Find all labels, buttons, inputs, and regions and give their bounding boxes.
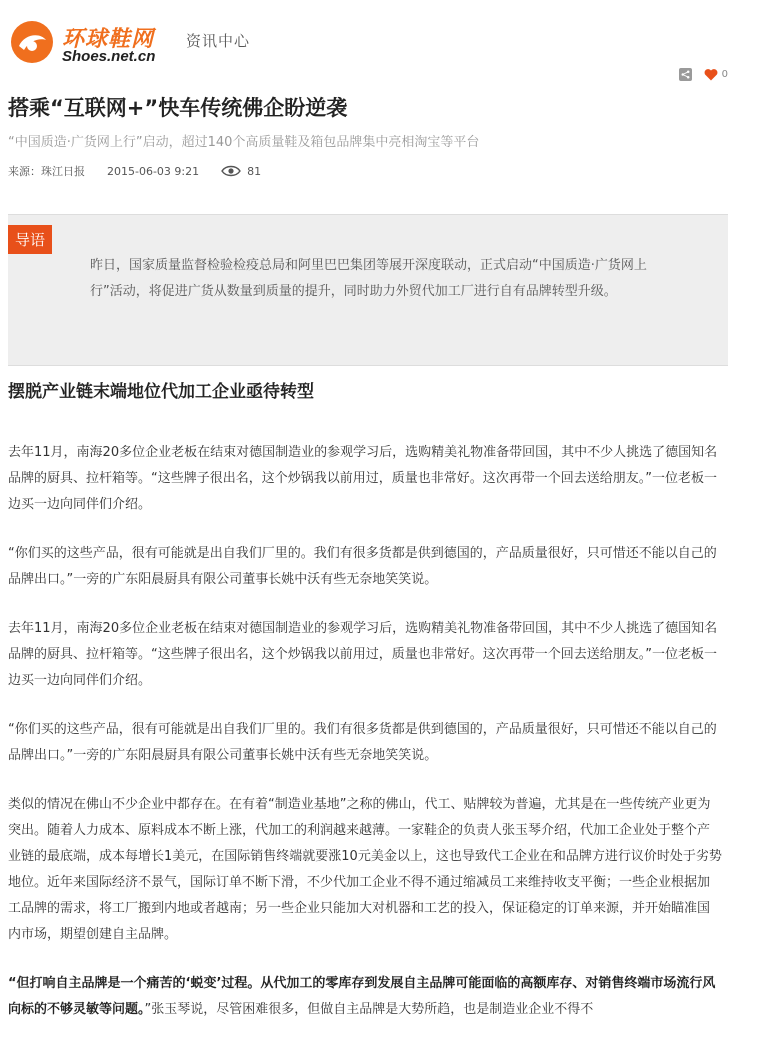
intro-text: 昨日，国家质量监督检验检疫总局和阿里巴巴集团等展开深度联动，正式启动“中国质造·广货网上行”活动，将促进广货从数量到质量的提升，同时助力外贸代加工厂进行自有品牌转型升级。 [90, 258, 647, 299]
like-count: 0 [721, 68, 728, 80]
article-title: 搭乘“互联网+”快车传统佛企盼逆袭 [8, 96, 348, 120]
article-date: 2015-06-03 9:21 [107, 164, 200, 178]
shoes-logo-icon[interactable] [10, 20, 54, 64]
like-button[interactable] [704, 68, 728, 81]
article-paragraph: “你们买的这些产品，很有可能就是出自我们厂里的。我们有很多货都是供到德国的，产品质量很好，只可惜还不能以自己的品牌出口。”一旁的广东阳晨厨具有限公司董事长姚中沃有些无奈地笑笑说。 [8, 722, 717, 763]
view-count: 81 [247, 164, 262, 178]
article-body [8, 440, 722, 1046]
share-icon[interactable] [679, 68, 692, 81]
article-tools [679, 66, 728, 82]
section-heading: 摆脱产业链末端地位代加工企业亟待转型 [8, 382, 314, 402]
section-name: 资讯中心 [186, 32, 251, 50]
heart-icon[interactable] [704, 68, 718, 81]
article-subtitle: “中国质造·广货网上行”启动，超过140个高质量鞋及箱包品牌集中亮相淘宝等平台 [8, 135, 480, 150]
paragraph-lead: “但打响自主品牌是一个痛苦的‘蜕变’过程。从代加工的零库存到发展自主品牌可能面临的高额库存、对销售终端市场流行风向标的不够灵敏等问题。 [8, 976, 716, 1017]
article-paragraph: 类似的情况在佛山不少企业中都存在。在有着“制造业基地”之称的佛山，代工、贴牌较为普遍，尤其是在一些传统产业更为突出。随着人力成本、原料成本不断上涨，代加工的利润越来越薄。一家鞋企的负责人张玉琴介绍，代加工企业处于整个产业链的最底端，成本每增长1美元，在国际销售终端就要涨10元美金以上，这也导致代工企业在和品牌方进行议价时处于劣势地位。近年来国际经济不景气，国际订单不断下滑，不少代加工企业不得不通过缩减员工来维持收支平衡；一些企业根据加工品牌的需求，将工厂搬到内地或者越南；另一些企业只能加大对机器和工艺的投入，保证稳定的订单来源，并开始瞄准国内市场，期望创建自主品牌。 [8, 797, 722, 942]
site-header [10, 20, 758, 70]
article-paragraph: “你们买的这些产品，很有可能就是出自我们厂里的。我们有很多货都是供到德国的，产品质量很好，只可惜还不能以自己的品牌出口。”一旁的广东阳晨厨具有限公司董事长姚中沃有些无奈地笑笑说。 [8, 546, 717, 587]
intro-label: 导语 [8, 225, 52, 254]
eye-icon [221, 165, 241, 177]
logo-chinese-name[interactable]: 环球鞋网 [62, 27, 155, 52]
logo-domain[interactable]: Shoes.net.cn [62, 48, 156, 65]
article-paragraph: 去年11月，南海20多位企业老板在结束对德国制造业的参观学习后，选购精美礼物准备带回国，其中不少人挑选了德国知名品牌的厨具、拉杆箱等。“这些牌子很出名，这个炒锅我以前用过，质量也非常好。这次再带一个回去送给朋友。”一位老板一边买一边向同伴们介绍。 [8, 621, 718, 688]
article-paragraph: 去年11月，南海20多位企业老板在结束对德国制造业的参观学习后，选购精美礼物准备带回国，其中不少人挑选了德国知名品牌的厨具、拉杆箱等。“这些牌子很出名，这个炒锅我以前用过，质量也非常好。这次再带一个回去送给朋友。”一位老板一边买一边向同伴们介绍。 [8, 445, 718, 512]
article-paragraph [8, 971, 722, 1023]
paragraph-text: ”张玉琴说，尽管困难很多，但做自主品牌是大势所趋，也是制造业企业不得不 [144, 1002, 594, 1017]
article-source: 来源：珠江日报 [8, 165, 85, 178]
article-meta [8, 163, 261, 179]
article-intro [8, 214, 728, 366]
